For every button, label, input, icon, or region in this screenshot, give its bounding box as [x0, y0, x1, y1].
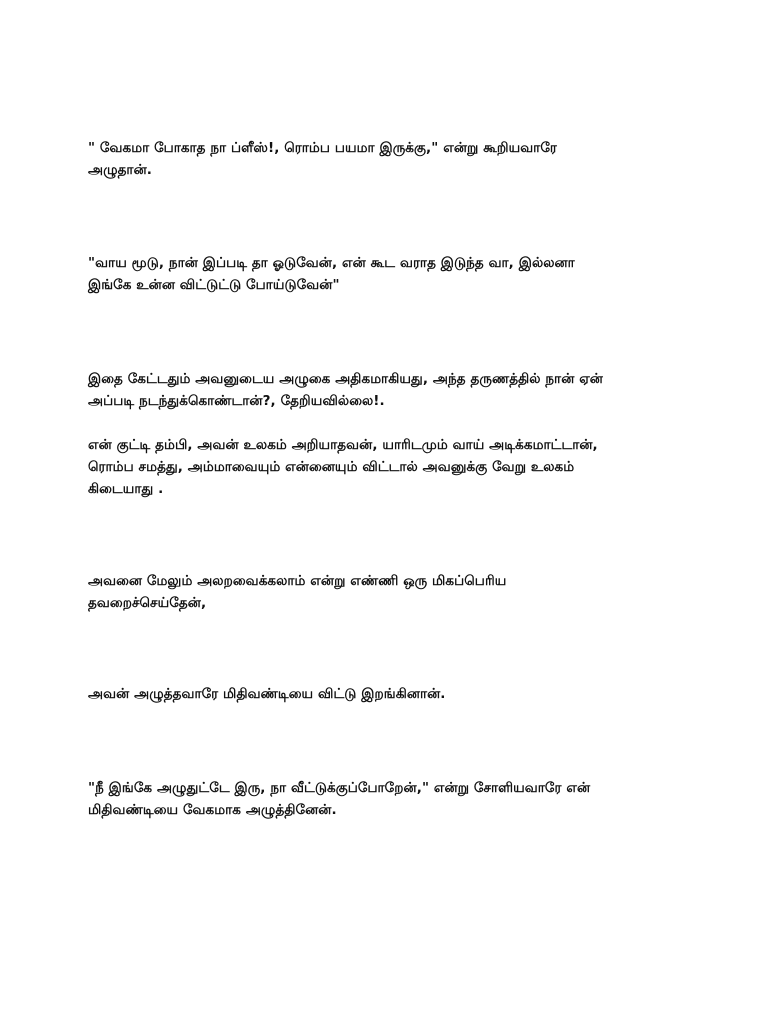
paragraph-line: என் குட்டி தம்பி, அவன் உலகம் அறியாதவன், யாரிடமும் வாய் அடிக்கமாட்டான்,: [88, 437, 598, 453]
paragraph-line: இங்கே உன்ன விட்டுட்டு போய்டுவேன்": [88, 277, 340, 293]
paragraph-line: ரொம்ப சமத்து, அம்மாவையும் என்னையும் விட்டால் அவனுக்கு வேறு உலகம்: [88, 459, 575, 475]
paragraph-line: அப்படி நடந்துக்கொண்டான்?, தேறியவில்லை!.: [88, 393, 385, 409]
paragraph-line: "நீ இங்கே அழுதுட்டே இரு, நா வீட்டுக்குப்போறேன்," என்று சோளியவாரே என்: [88, 780, 591, 796]
paragraph-line: தவறைச்செய்தேன்,: [88, 595, 207, 611]
paragraph-2: [88, 252, 688, 296]
paragraph-line: அவன் அழுத்தவாரே மிதிவண்டியை விட்டு இறங்கினான்.: [88, 686, 446, 702]
paragraph-4: [88, 434, 688, 500]
paragraph-3: [88, 368, 688, 412]
paragraph-line: அவனை மேலும் அலறவைக்கலாம் என்று எண்ணி ஒரு மிகப்பெரிய: [88, 573, 507, 589]
paragraph-line: மிதிவண்டியை வேகமாக அழுத்தினேன்.: [88, 802, 337, 818]
paragraph-line: கிடையாது .: [88, 481, 164, 497]
paragraph-line: " வேகமா போகாத நா ப்ளீஸ்!, ரொம்ப பயமா இருக்கு," என்று கூறியவாரே: [88, 140, 557, 156]
paragraph-5: [88, 570, 688, 614]
paragraph-line: அழுதான்.: [88, 162, 152, 178]
paragraph-1: [88, 137, 688, 181]
paragraph-6: [88, 683, 688, 705]
paragraph-7: [88, 777, 688, 821]
paragraph-line: இதை கேட்டதும் அவனுடைய அழுகை அதிகமாகியது, அந்த தருணத்தில் நான் ஏன்: [88, 371, 603, 387]
paragraph-line: "வாய மூடு, நான் இப்படி தா ஓடுவேன், என் கூட வராத இடுந்த வா, இல்லனா: [88, 255, 575, 271]
